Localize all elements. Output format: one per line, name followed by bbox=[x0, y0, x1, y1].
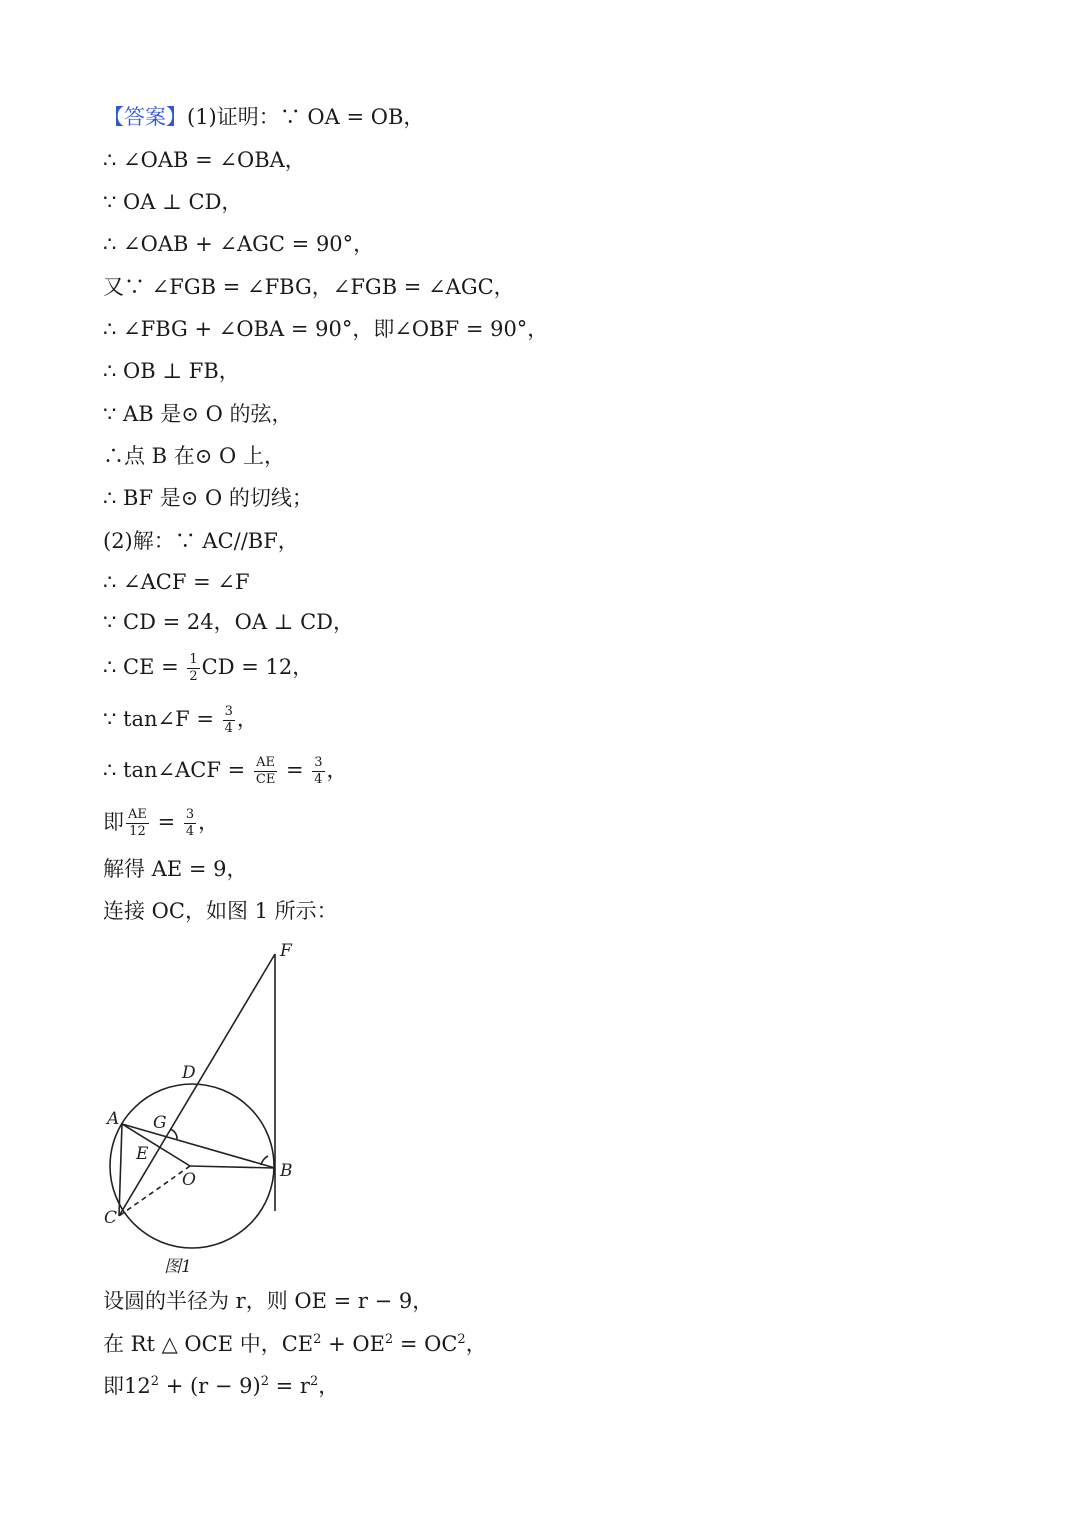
line-text: = r bbox=[268, 1374, 310, 1398]
label-g: G bbox=[153, 1113, 167, 1133]
line-text: ， bbox=[198, 810, 220, 834]
answer-line-17 bbox=[103, 807, 219, 839]
answer-line-15 bbox=[103, 704, 258, 736]
exponent: 2 bbox=[313, 1332, 322, 1347]
answer-line-12: ∴ ∠ACF = ∠F bbox=[103, 570, 250, 594]
answer-line-8: ∵ AB 是⊙ O 的弦， bbox=[103, 402, 293, 426]
line-ob bbox=[190, 1166, 275, 1168]
fraction bbox=[187, 653, 199, 684]
line-text: ∴ CE = bbox=[103, 655, 186, 679]
answer-line-18: 解得 AE = 9， bbox=[103, 857, 248, 881]
fraction bbox=[126, 808, 149, 839]
label-f: F bbox=[280, 941, 292, 961]
line-text: 即 bbox=[103, 810, 124, 834]
line-ac bbox=[119, 1124, 122, 1216]
denominator: 4 bbox=[314, 772, 323, 787]
denominator: 4 bbox=[185, 824, 195, 839]
label-o: O bbox=[182, 1170, 196, 1190]
answer-line-1 bbox=[103, 102, 424, 132]
numerator: 3 bbox=[185, 807, 195, 822]
label-d: D bbox=[182, 1063, 196, 1083]
exponent: 2 bbox=[150, 1374, 160, 1389]
denominator: 2 bbox=[189, 669, 198, 684]
answer-line-19: 连接 OC，如图 1 所示： bbox=[103, 899, 338, 923]
fraction bbox=[254, 756, 277, 787]
answer-line-13: ∵ CD = 24，OA ⊥ CD， bbox=[103, 610, 354, 634]
answer-line-6: ∴ ∠FBG + ∠OBA = 90°，即∠OBF = 90°， bbox=[103, 317, 549, 341]
exponent: 2 bbox=[457, 1332, 466, 1347]
answer-line-4: ∴ ∠OAB + ∠AGC = 90°， bbox=[103, 232, 375, 256]
answer-line-10: ∴ BF 是⊙ O 的切线； bbox=[103, 486, 313, 510]
numerator: AE bbox=[128, 807, 147, 822]
line-text: ， bbox=[318, 1374, 340, 1398]
line-fc bbox=[119, 954, 275, 1216]
answer-tag: 【答案】 bbox=[103, 105, 187, 129]
fraction bbox=[184, 808, 196, 839]
answer-line-11: (2)解：∵ AC//BF， bbox=[103, 529, 299, 553]
exponent: 2 bbox=[384, 1332, 394, 1347]
answer-line-7: ∴ OB ⊥ FB， bbox=[103, 359, 240, 383]
answer-line-9: ∴点 B 在⊙ O 上， bbox=[103, 444, 285, 468]
answer-line-20: 设圆的半径为 r，则 OE = r − 9， bbox=[103, 1289, 434, 1313]
numerator: AE bbox=[254, 756, 277, 772]
answer-line-22 bbox=[103, 1371, 339, 1401]
fraction bbox=[312, 756, 324, 787]
label-b: B bbox=[280, 1161, 293, 1181]
line-text: + OE bbox=[321, 1332, 385, 1356]
exponent: 2 bbox=[309, 1374, 319, 1389]
numerator: 1 bbox=[189, 652, 198, 667]
line-text: ， bbox=[326, 758, 348, 782]
line-text: = bbox=[150, 810, 182, 834]
line-text: = bbox=[279, 758, 311, 782]
answer-line-3: ∵ OA ⊥ CD， bbox=[103, 190, 243, 214]
denominator: CE bbox=[255, 772, 276, 787]
numerator: 3 bbox=[314, 755, 323, 770]
line-text: = OC bbox=[393, 1332, 458, 1356]
denominator: 4 bbox=[224, 721, 233, 736]
answer-line-21 bbox=[103, 1329, 487, 1359]
label-a: A bbox=[107, 1109, 120, 1129]
angle-mark-b bbox=[261, 1156, 268, 1165]
label-e: E bbox=[136, 1144, 149, 1164]
exponent: 2 bbox=[260, 1374, 269, 1389]
line-text: ， bbox=[465, 1332, 487, 1356]
answer-line-14 bbox=[103, 652, 313, 684]
denominator: 12 bbox=[129, 824, 146, 839]
line-text: ， bbox=[236, 707, 258, 731]
numerator: 3 bbox=[224, 704, 233, 719]
geometry-figure bbox=[100, 936, 300, 1281]
line-text: ∴ tan∠ACF = bbox=[103, 758, 252, 782]
label-c: C bbox=[104, 1208, 118, 1228]
line-text: CD = 12， bbox=[201, 655, 314, 679]
fraction bbox=[223, 705, 235, 736]
line-oc-dashed bbox=[119, 1166, 190, 1216]
answer-line-2: ∴ ∠OAB = ∠OBA， bbox=[103, 148, 306, 172]
answer-line-5: 又∵ ∠FGB = ∠FBG，∠FGB = ∠AGC， bbox=[103, 275, 515, 299]
line-text: 在 Rt △ OCE 中，CE bbox=[103, 1332, 314, 1356]
line-text: ∵ tan∠F = bbox=[103, 707, 221, 731]
answer-line-16 bbox=[103, 755, 348, 787]
line-text: 即12 bbox=[103, 1374, 151, 1398]
line-text: (1)证明：∵ OA = OB， bbox=[187, 105, 425, 129]
figure-caption: 图1 bbox=[164, 1257, 192, 1277]
line-text: + (r − 9) bbox=[159, 1374, 261, 1398]
